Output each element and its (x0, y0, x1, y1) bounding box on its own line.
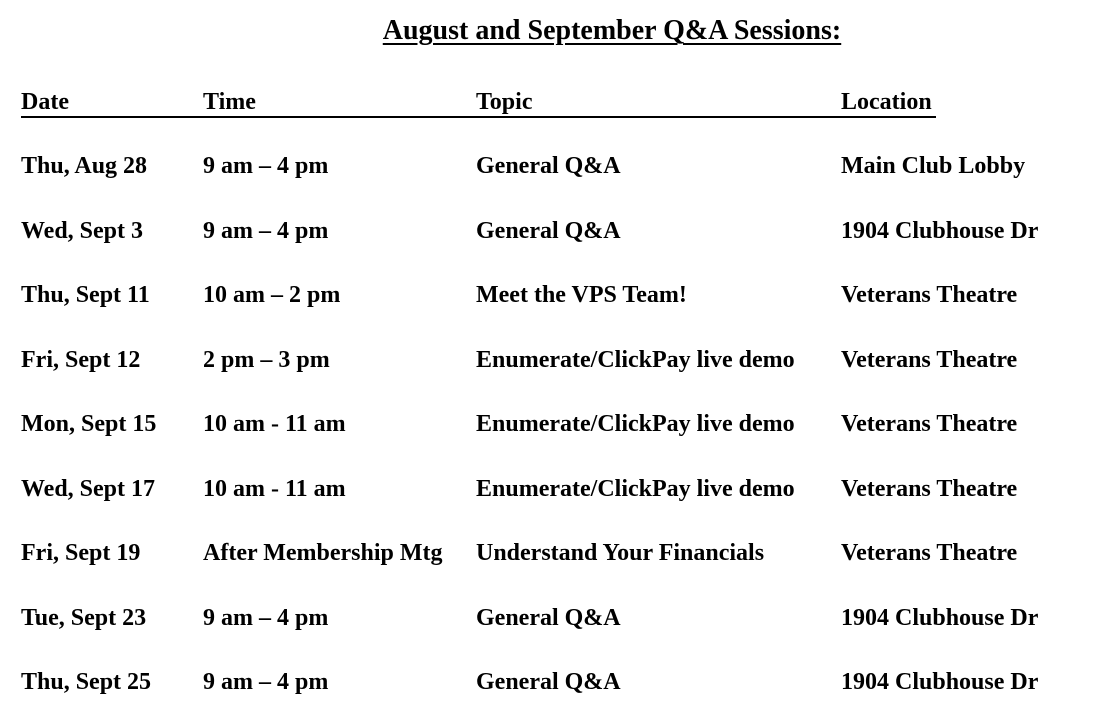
row-topic: General Q&A (476, 218, 621, 244)
table-row (21, 408, 1081, 440)
row-location: Veterans Theatre (841, 347, 1018, 373)
row-time: 9 am – 4 pm (203, 669, 329, 695)
row-time: 10 am – 2 pm (203, 282, 341, 308)
row-location: Veterans Theatre (841, 411, 1018, 437)
page-title: August and September Q&A Sessions: (382, 15, 842, 46)
row-time: 10 am - 11 am (203, 411, 346, 437)
row-date: Wed, Sept 17 (21, 476, 156, 502)
row-topic: Enumerate/ClickPay live demo (476, 476, 795, 502)
row-date: Thu, Aug 28 (21, 153, 148, 179)
row-date: Thu, Sept 11 (21, 282, 150, 308)
row-location: Veterans Theatre (841, 476, 1018, 502)
row-time: 2 pm – 3 pm (203, 347, 330, 373)
header-location: Location (841, 89, 932, 115)
row-topic: General Q&A (476, 605, 621, 631)
row-topic: Enumerate/ClickPay live demo (476, 411, 795, 437)
row-location: 1904 Clubhouse Dr (841, 605, 1039, 631)
table-row (21, 344, 1081, 376)
row-topic: Enumerate/ClickPay live demo (476, 347, 795, 373)
row-location: 1904 Clubhouse Dr (841, 218, 1039, 244)
table-row (21, 215, 1081, 247)
header-time: Time (203, 89, 256, 115)
row-date: Tue, Sept 23 (21, 605, 147, 631)
table-row (21, 602, 1081, 634)
row-topic: General Q&A (476, 153, 621, 179)
row-location: Veterans Theatre (841, 540, 1018, 566)
row-time: 9 am – 4 pm (203, 218, 329, 244)
row-location: Veterans Theatre (841, 282, 1018, 308)
row-topic: Understand Your Financials (476, 540, 765, 566)
table-row (21, 537, 1081, 569)
table-row (21, 279, 1081, 311)
header-topic: Topic (476, 89, 533, 115)
row-location: 1904 Clubhouse Dr (841, 669, 1039, 695)
header-date: Date (21, 89, 69, 115)
table-header (21, 88, 936, 118)
row-date: Wed, Sept 3 (21, 218, 144, 244)
table-row (21, 150, 1081, 182)
row-time: After Membership Mtg (203, 540, 443, 566)
row-date: Thu, Sept 25 (21, 669, 152, 695)
row-time: 9 am – 4 pm (203, 153, 329, 179)
row-date: Fri, Sept 12 (21, 347, 141, 373)
row-location: Main Club Lobby (841, 153, 1026, 179)
row-topic: Meet the VPS Team! (476, 282, 687, 308)
row-time: 10 am - 11 am (203, 476, 346, 502)
row-date: Fri, Sept 19 (21, 540, 141, 566)
table-row (21, 473, 1081, 505)
row-time: 9 am – 4 pm (203, 605, 329, 631)
row-date: Mon, Sept 15 (21, 411, 157, 437)
row-topic: General Q&A (476, 669, 621, 695)
table-row (21, 666, 1081, 698)
